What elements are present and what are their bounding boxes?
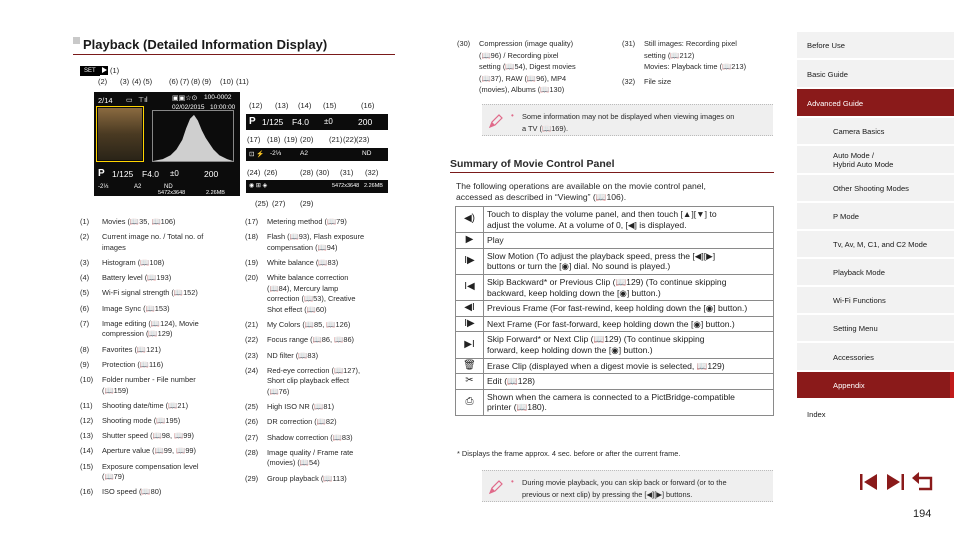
callout-20: (20) [300,135,314,144]
legend-text: Compression (image quality) [479,39,574,48]
legend-number: (14) [80,446,94,456]
control-row [456,301,774,317]
legend-number: (16) [80,487,94,497]
control-text-line: Skip Forward* or Next Clip (📖129) (To continue skipping [487,334,705,345]
callout-21: (21) [329,135,343,144]
return-icon[interactable] [911,471,935,493]
legend-text: compression (📖129) [102,329,173,339]
section-intro [456,181,706,203]
control-row [456,389,774,415]
status-icons: ▣▣☆⊙ [172,95,198,102]
strip-flash: -2⅓ [270,150,282,157]
legend-text: Folder number - File number [102,375,196,384]
edit-icon[interactable]: ✂ [456,374,484,390]
control-description [484,374,774,390]
callout-3: (3) [120,77,130,86]
control-text-line: Shown when the camera is connected to a PictBridge-compatible [487,391,735,402]
legend-text: Battery level (📖193) [102,273,172,283]
legend-text: Aperture value (📖99, 📖99) [102,446,196,456]
sidebar-label: Basic Guide [807,69,848,79]
intro-line-2: accessed as described in “Viewing” (📖106). [456,191,627,202]
legend-number: (11) [80,400,93,410]
legend-number: (32) [622,77,636,86]
control-row [456,233,774,249]
shooting-mode: P [98,168,105,179]
legend-text: Favorites (📖121) [102,344,161,354]
previous-frame-icon[interactable]: ◀I [456,301,484,317]
control-row [456,316,774,332]
control-text-line: Next Frame (For fast-forward, keep holding down the [◉] button.) [487,318,735,329]
callout-6: (6) [169,77,179,86]
control-text-line: Touch to display the volume panel, and then touch [▲][▼] to [487,209,717,219]
sidebar-label: Index [807,409,826,419]
legend-number: (5) [80,288,90,298]
callout-9: (9) [202,77,212,86]
sidebar-item-wi-fi-functions[interactable] [797,287,954,314]
skip-backward-icon[interactable]: I◀ [456,274,484,300]
callout-16: (16) [361,101,375,110]
metering-flash: -2⅓ [98,184,109,190]
sidebar-item-playback-mode[interactable] [797,259,954,286]
legend-text: Protection (📖116) [102,359,164,369]
strip-correction-icons: ◉ ⊞ ◈ [249,183,268,189]
legend-number: (4) [80,273,90,283]
sidebar-item-basic-guide[interactable] [797,60,954,88]
legend-number: (7) [80,318,90,328]
control-description [484,248,774,274]
image-counter: 2/14 [98,96,113,105]
control-row [456,332,774,358]
page-title: Playback (Detailed Information Display) [83,37,328,52]
legend-number: (9) [80,359,90,369]
callout-13: (13) [275,101,289,110]
file-size: 2.26MB [206,190,225,196]
legend-number: (21) [245,320,259,330]
control-description [484,316,774,332]
control-text-line: Skip Backward* or Previous Clip (📖129) (To continue skipping [487,276,727,287]
callout-8: (8) [191,77,201,86]
page-number: 194 [913,508,932,520]
legend-text: Shooting mode (📖195) [102,416,181,425]
info-strip-3 [246,180,388,193]
legend-text: Shot effect (📖60) [267,304,327,314]
control-text-line: Erase Clip (displayed when a digest movie is selected, 📖129) [487,360,725,371]
shutter-speed: 1/125 [112,169,134,179]
display-diagram [78,62,396,210]
callout-29: (29) [300,199,314,208]
legend-mid-list [457,39,777,99]
sidebar-label: Before Use [807,41,845,50]
control-text-line: printer (📖180). [487,402,547,413]
legend-text: (📖79) [102,472,125,482]
control-description [484,358,774,374]
legend-number: (23) [245,350,259,360]
exposure-comp: ±0 [170,169,179,178]
control-description [484,389,774,415]
control-text-line: forward, keep holding down the [◉] button.) [487,344,653,355]
sidebar-label: Wi-Fi Functions [833,296,886,305]
sidebar-item-advanced-guide[interactable] [797,89,954,117]
strip-mode: P [249,116,256,127]
legend-text: (📖96) / Recording pixel [479,50,559,60]
legend-text: Shadow correction (📖83) [267,432,353,442]
sidebar-item-other-shooting-modes[interactable] [797,175,954,202]
legend-text: setting (📖212) [644,50,695,60]
strip-filesize: 2.26MB [364,183,383,189]
first-page-icon[interactable] [859,471,879,493]
callout-30: (30) [316,168,330,177]
callout-7: (7) [180,77,190,86]
legend-text: White balance (📖83) [267,258,339,267]
legend-text: images [102,242,126,252]
legend-number: (26) [245,417,259,427]
note-line-2: a TV (📖169). [522,124,569,133]
legend-left-list [80,217,240,507]
control-row [456,274,774,300]
legend-text: Wi-Fi signal strength (📖152) [102,288,198,298]
main-lcd-screen [94,92,240,196]
sidebar-item-index[interactable] [797,400,954,428]
legend-text: Current image no. / Total no. of [102,232,204,242]
legend-number: (13) [80,431,94,441]
sidebar-label: Auto Mode / [833,151,874,160]
sidebar-item-accessories[interactable] [797,343,954,371]
control-description [484,207,774,233]
strip-metering-icon: ⊡ ⚡ [249,151,265,158]
battery-icon: ▭ [126,97,133,104]
section-title: Summary of Movie Control Panel [450,158,615,170]
note-line-1: Some information may not be displayed when viewing images on [522,112,735,121]
control-row [456,248,774,274]
legend-right-list [245,217,405,507]
legend-text: Focus range (📖86, 📖86) [267,335,355,345]
callout-14: (14) [298,101,312,110]
resolution: 5472x3648 [158,190,186,196]
callout-4: (4) [132,77,142,86]
note-skip [482,470,773,502]
note-bullet: • [511,111,514,120]
callout-19: (19) [284,135,298,144]
legend-text: My Colors (📖85, 📖126) [267,320,351,330]
control-text-line: backward, keep holding down the [◉] button.) [487,287,661,298]
callout-31: (31) [340,168,354,177]
strip-exposure: ±0 [324,117,333,126]
control-text-line: Play [487,235,504,246]
section-underline [450,172,774,173]
callout-27: (27) [272,199,286,208]
control-text-line: Edit (📖128) [487,376,535,387]
legend-text: Still images: Recording pixel [644,39,737,48]
sidebar-item-auto-mode[interactable] [797,146,954,174]
legend-text: Image Sync (📖153) [102,303,170,313]
sidebar-item-p-mode[interactable] [797,203,954,230]
info-strip-2 [246,148,388,161]
callout-22: (22) [343,135,357,144]
legend-number: (30) [457,39,471,48]
legend-number: (20) [245,273,259,283]
nd-filter: ND [164,184,173,190]
legend-text: (📖84), Mercury lamp [267,283,339,293]
sidebar-item-tv-av-m-c1-and-c2-mode[interactable] [797,231,954,258]
control-text-line: adjust the volume. At a volume of 0, [◀] is displayed. [487,219,687,230]
strip-aperture: F4.0 [292,117,310,127]
histogram [152,110,234,162]
slow-motion-icon[interactable]: I▶ [456,248,484,274]
sidebar-item-before-use[interactable] [797,32,954,59]
callout-24: (24) [247,168,261,177]
callout-11: (11) [236,77,249,86]
legend-number: (12) [80,416,94,425]
info-strip-1 [246,114,388,130]
legend-number: (10) [80,375,94,384]
legend-text: Image quality / Frame rate [267,447,354,457]
legend-number: (17) [245,217,259,226]
legend-text: File size [644,77,672,86]
legend-text: Metering method (📖79) [267,217,347,226]
control-description [484,233,774,249]
shooting-time: 10:00:00 [210,104,236,111]
callout-1: (1) [110,66,120,75]
sidebar-label: P Mode [833,212,860,221]
legend-text: (📖159) [102,385,129,395]
legend-text: Flash (📖93), Flash exposure [267,232,365,242]
footnote: * Displays the frame approx. 4 sec. before or after the current frame. [457,449,681,458]
control-description [484,301,774,317]
play-arrow-icon [100,66,108,75]
pencil-icon [488,479,504,495]
movie-control-table [455,206,774,416]
callout-2: (2) [98,77,108,86]
legend-text: Short clip playback effect [267,376,350,386]
play-icon[interactable]: ▶ [456,233,484,249]
note-bullet: • [511,477,514,486]
shooting-date: 02/02/2015 [172,104,205,111]
aperture: F4.0 [142,169,160,179]
sidebar-label: Advanced Guide [807,98,864,108]
control-text-line: Slow Motion (To adjust the playback speed, press the [◀][▶] [487,250,716,261]
sidebar-label: Appendix [833,381,865,390]
sidebar-item-appendix[interactable] [797,372,954,399]
control-text-line: Previous Frame (For fast-rewind, keep holding down the [◉] button.) [487,303,748,314]
legend-text: High ISO NR (📖81) [267,402,335,412]
callout-25: (25) [255,199,269,208]
erase-clip-icon[interactable]: 🗑 [456,358,484,374]
legend-text: ISO speed (📖80) [102,487,162,497]
legend-text: (📖76) [267,386,290,396]
callout-17: (17) [247,135,261,144]
legend-number: (18) [245,232,259,242]
legend-text: Image editing (📖124), Movie [102,318,199,328]
folder-file-number: 100-0002 [204,94,232,101]
legend-text: correction (📖53), Creative [267,294,356,304]
title-marker [73,37,80,44]
callout-12: (12) [249,101,263,110]
set-button-badge: SET [80,66,100,76]
callout-18: (18) [267,135,281,144]
note-tv [482,104,773,136]
wifi-signal-icon: ⊤ıl [138,97,148,104]
note-line-1: During movie playback, you can skip back or forward (or to the [522,478,727,487]
title-underline [73,54,395,55]
sidebar-label: Tv, Av, M, C1, and C2 Mode [833,240,928,249]
legend-number: (8) [80,344,90,354]
sidebar-label: Hybrid Auto Mode [833,160,894,169]
legend-number: (1) [80,217,90,226]
legend-text: Movies (📖35, 📖106) [102,217,176,226]
legend-number: (2) [80,232,90,242]
legend-text: White balance correction [267,273,349,283]
skip-forward-icon[interactable]: ▶I [456,332,484,358]
legend-text: setting (📖54), Digest movies [479,62,576,72]
legend-text: compensation (📖94) [267,242,338,252]
printer-icon[interactable]: ⎙ [456,389,484,415]
legend-number: (19) [245,258,259,267]
callout-32: (32) [365,168,379,177]
iso-speed: 200 [204,169,219,179]
volume-icon[interactable]: ◀) [456,207,484,233]
legend-text: Red-eye correction (📖127), [267,365,361,375]
callout-10: (10) [220,77,234,86]
callout-28: (28) [300,168,314,177]
callout-26: (26) [264,168,278,177]
pencil-icon [488,113,504,129]
control-text-line: buttons or turn the [◉] dial. No sound is played.) [487,261,671,272]
legend-text: (movies) (📖54) [267,458,320,468]
legend-text: Movies: Playback time (📖213) [644,62,747,72]
strip-resolution: 5472x3648 [332,183,360,189]
control-description [484,274,774,300]
legend-number: (6) [80,303,90,313]
white-balance: A2 [134,184,142,190]
strip-wb: A2 [300,150,308,157]
legend-number: (24) [245,365,259,375]
sidebar-label: Accessories [833,352,874,362]
control-row [456,207,774,233]
legend-text: Exposure compensation level [102,461,199,471]
legend-number: (29) [245,473,259,483]
legend-text: Group playback (📖113) [267,473,347,483]
legend-text: (📖37), RAW (📖96), MP4 [479,73,567,83]
intro-line-1: The following operations are available on the movie control panel, [456,181,706,191]
control-row [456,358,774,374]
strip-shutter: 1/125 [262,117,284,127]
sidebar-label: Camera Basics [833,127,885,136]
legend-text: ND filter (📖83) [267,350,319,360]
legend-number: (15) [80,461,94,471]
legend-text: Shooting date/time (📖21) [102,400,189,410]
legend-text: Histogram (📖108) [102,258,165,267]
legend-number: (25) [245,402,259,412]
thumbnail-frame [96,106,144,162]
sidebar-label: Playback Mode [833,268,885,277]
note-line-2: previous or next clip) by pressing the [◀][▶] buttons. [522,490,693,499]
callout-23: (23) [356,135,370,144]
legend-number: (31) [622,39,636,48]
sidebar-item-camera-basics[interactable] [797,118,954,145]
sidebar-label: Setting Menu [833,324,878,333]
strip-nd: ND [362,150,372,157]
sidebar-item-setting-menu[interactable] [797,315,954,342]
active-marker [950,372,954,398]
strip-iso: 200 [358,117,373,127]
legend-text: Shutter speed (📖98, 📖99) [102,431,194,441]
callout-5: (5) [143,77,153,86]
sidebar-label: Other Shooting Modes [833,184,909,193]
callout-15: (15) [323,101,337,110]
next-frame-icon[interactable]: I▶ [456,316,484,332]
legend-number: (27) [245,432,259,442]
control-row [456,374,774,390]
legend-number: (3) [80,258,90,267]
legend-text: DR correction (📖82) [267,417,337,427]
legend-number: (28) [245,447,259,457]
page-nav-buttons [859,471,937,493]
legend-text: (movies), Albums (📖130) [479,85,565,95]
control-description [484,332,774,358]
next-page-icon[interactable] [885,471,905,493]
legend-number: (22) [245,335,259,345]
